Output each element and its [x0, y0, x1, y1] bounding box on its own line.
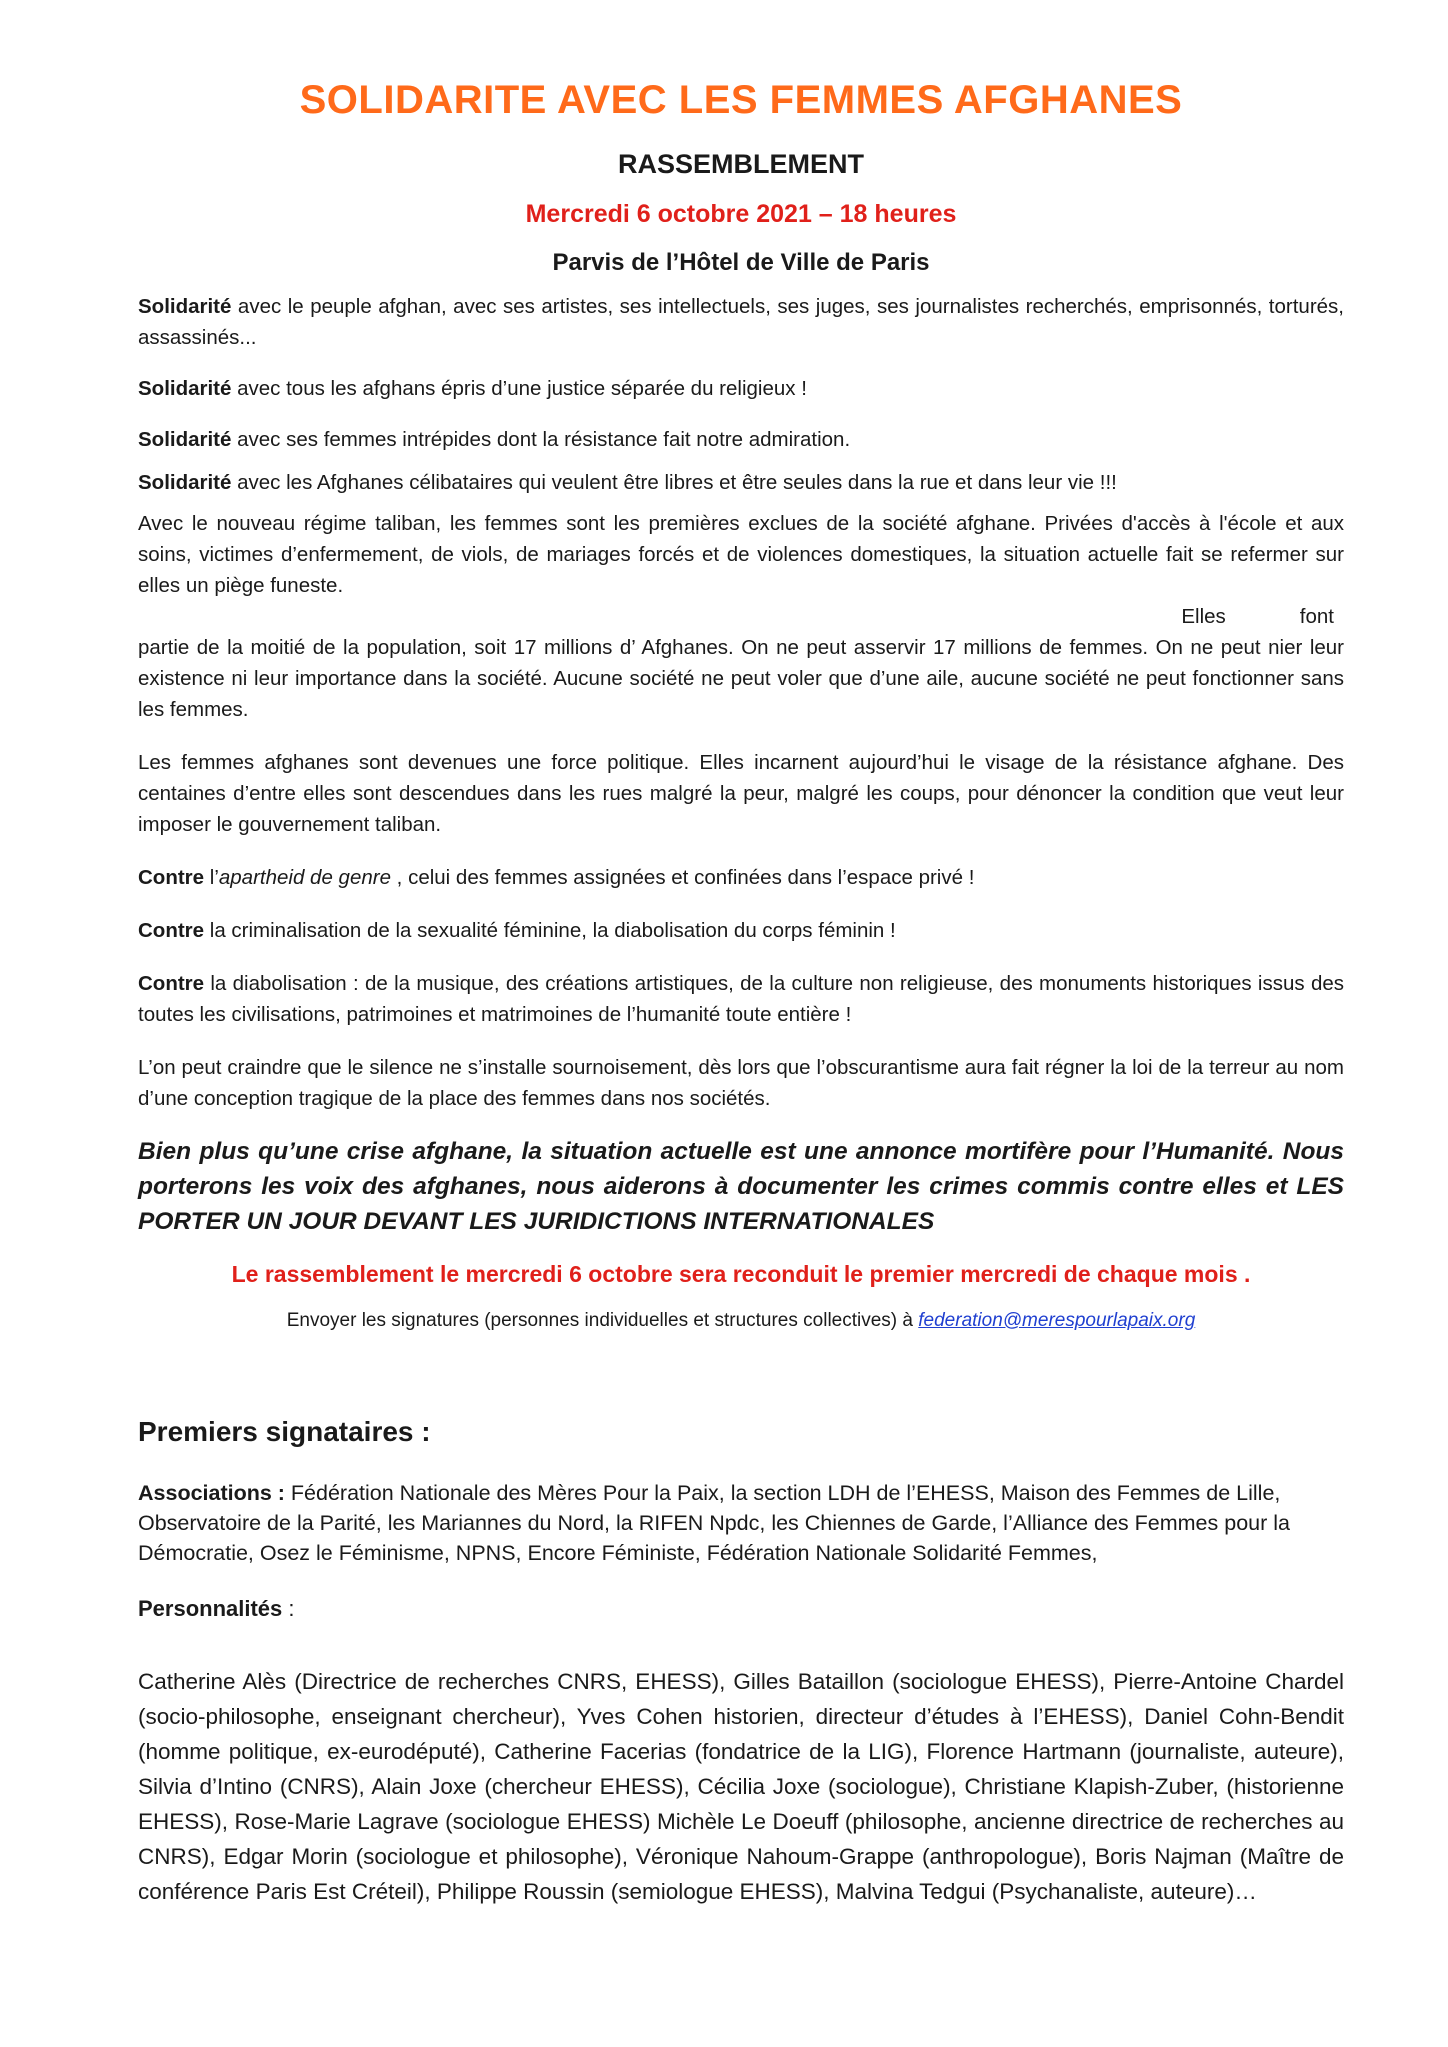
paragraph-force-politique	[138, 747, 1344, 840]
lead-word: Contre	[138, 866, 205, 889]
paragraph-text: partie de la moitié de la population, soit 17 millions d’ Afghanes. On ne peut asservir 17 millions de femmes. On ne peut nier leur existence ni leur importance dans la société. Aucune société ne peut voler que d’une aile, aucune société ne peut fonctionner sans les femmes.	[138, 636, 1344, 721]
paragraph-text: avec les Afghanes célibataires qui veulent être libres et être seules dans la rue et dans leur vie !!!	[231, 471, 1117, 494]
personalities-heading	[138, 1596, 1344, 1622]
paragraph-text: Avec le nouveau régime taliban, les femmes sont les premières exclues de la société afghane. Privées d'accès à l'école et aux soins, victimes d’enfermement, de viols, de mariages forcés et de violences domestiques, la situation actuelle fait se refermer sur elles un piège funeste.	[138, 512, 1344, 597]
associations-text: Fédération Nationale des Mères Pour la Paix, la section LDH de l’EHESS, Maison des Femmes de Lille, Observatoire de la Parité, les Mariannes du Nord, la RIFEN Npdc, les Chiennes de Garde, l’Alliance des Femmes pour la Démocratie, Osez le Féminisme, NPNS, Encore Féministe, Fédération Nationale Solidarité Femmes,	[138, 1481, 1290, 1565]
lead-word: Solidarité	[138, 295, 232, 318]
event-place: Parvis de l’Hôtel de Ville de Paris	[552, 249, 930, 276]
document-title: SOLIDARITE AVEC LES FEMMES AFGHANES	[299, 78, 1183, 122]
word-font: font	[1299, 605, 1334, 628]
paragraph-contre-3	[138, 968, 1344, 1030]
paragraph-text: , celui des femmes assignées et confinées dans l’espace privé !	[390, 866, 975, 889]
paragraph-elles-font-line	[138, 601, 1344, 632]
paragraph-regime	[138, 508, 1344, 601]
associations-label: Associations :	[138, 1481, 285, 1505]
recurring-notice: Le rassemblement le mercredi 6 octobre sera reconduit le premier mercredi de chaque mois .	[231, 1261, 1251, 1287]
paragraph-text: avec tous les afghans épris d’une justice séparée du religieux !	[231, 377, 807, 400]
paragraph-text: la diabolisation : de la musique, des créations artistiques, de la culture non religieuse, des monuments historiques issus des toutes les civilisations, patrimoines et matrimoines de l’humanité toute entière !	[138, 972, 1344, 1026]
lead-word: Solidarité	[138, 471, 232, 494]
signature-instructions	[138, 1310, 1344, 1332]
personalities-label: Personnalités	[138, 1596, 283, 1621]
lead-word: Solidarité	[138, 377, 232, 400]
paragraph-contre-2	[138, 915, 1344, 946]
associations-list	[138, 1478, 1344, 1568]
italic-term: apartheid de genre	[218, 866, 391, 889]
paragraph-text: avec ses femmes intrépides dont la résistance fait notre admiration.	[231, 428, 851, 451]
paragraph-text: la criminalisation de la sexualité féminine, la diabolisation du corps féminin !	[204, 919, 896, 942]
personalities-list: Catherine Alès (Directrice de recherches CNRS, EHESS), Gilles Bataillon (sociologue EHESS), Pierre-Antoine Chardel (socio-philosophe, enseignant chercheur), Yves Cohen historien, directeur d’études à l’EHESS), Daniel Cohn-Bendit (homme politique, ex-eurodéputé), Catherine Facerias (fondatrice de la LIG), Florence Hartmann (journaliste, auteure), Silvia d’Intino (CNRS), Alain Joxe (chercheur EHESS), Cécilia Joxe (sociologue), Christiane Klapish-Zuber, (historienne EHESS), Rose-Marie Lagrave (sociologue EHESS) Michèle Le Doeuff (philosophe, ancienne directrice de recherches au CNRS), Edgar Morin (sociologue et philosophe), Véronique Nahoum-Grappe (anthropologue), Boris Najman (Maître de conférence Paris Est Créteil), Philippe Roussin (semiologue EHESS), Malvina Tedgui (Psychanaliste, auteure)…	[138, 1669, 1344, 1904]
lead-word: Contre	[138, 972, 205, 995]
paragraph-moitie	[138, 632, 1344, 725]
personalities-colon: :	[282, 1596, 295, 1621]
paragraph-text: l’	[204, 866, 219, 889]
email-link[interactable]: federation@merespourlapaix.org	[918, 1310, 1196, 1331]
paragraph-text: avec le peuple afghan, avec ses artistes, ses intellectuels, ses juges, ses journalistes recherchés, emprisonnés, torturés, assassinés...	[138, 295, 1344, 349]
paragraph-solidarite-2	[138, 373, 1344, 404]
paragraph-solidarite-1	[138, 291, 1344, 353]
paragraph-contre-1	[138, 862, 1344, 893]
paragraph-text: L’on peut craindre que le silence ne s’installe sournoisement, dès lors que l’obscurantisme aura fait régner la loi de la terreur au nom d’une conception tragique de la place des femmes dans nos sociétés.	[138, 1056, 1344, 1110]
event-type: RASSEMBLEMENT	[617, 149, 864, 179]
paragraph-solidarite-3	[138, 424, 1344, 455]
emphasis-statement: Bien plus qu’une crise afghane, la situation actuelle est une annonce mortifère pour l’Humanité. Nous porterons les voix des afghanes, nous aiderons à documenter les crimes commis contre elles et LES PORTER UN JOUR DEVANT LES JURIDICTIONS INTERNATIONALES	[138, 1138, 1344, 1235]
lead-word: Contre	[138, 919, 205, 942]
instructions-text: Envoyer les signatures (personnes individuelles et structures collectives) à	[286, 1310, 919, 1331]
document-page	[138, 0, 1344, 1909]
lead-word: Solidarité	[138, 428, 232, 451]
event-date: Mercredi 6 octobre 2021 – 18 heures	[525, 200, 957, 228]
word-elles: Elles	[1181, 605, 1226, 628]
paragraph-text: Les femmes afghanes sont devenues une force politique. Elles incarnent aujourd’hui le visage de la résistance afghane. Des centaines d’entre elles sont descendues dans les rues malgré la peur, malgré les coups, pour dénoncer la condition que veut leur imposer le gouvernement taliban.	[138, 751, 1344, 836]
paragraph-silence	[138, 1052, 1344, 1114]
paragraph-solidarite-4	[138, 467, 1344, 498]
signatories-heading: Premiers signataires :	[138, 1416, 431, 1447]
